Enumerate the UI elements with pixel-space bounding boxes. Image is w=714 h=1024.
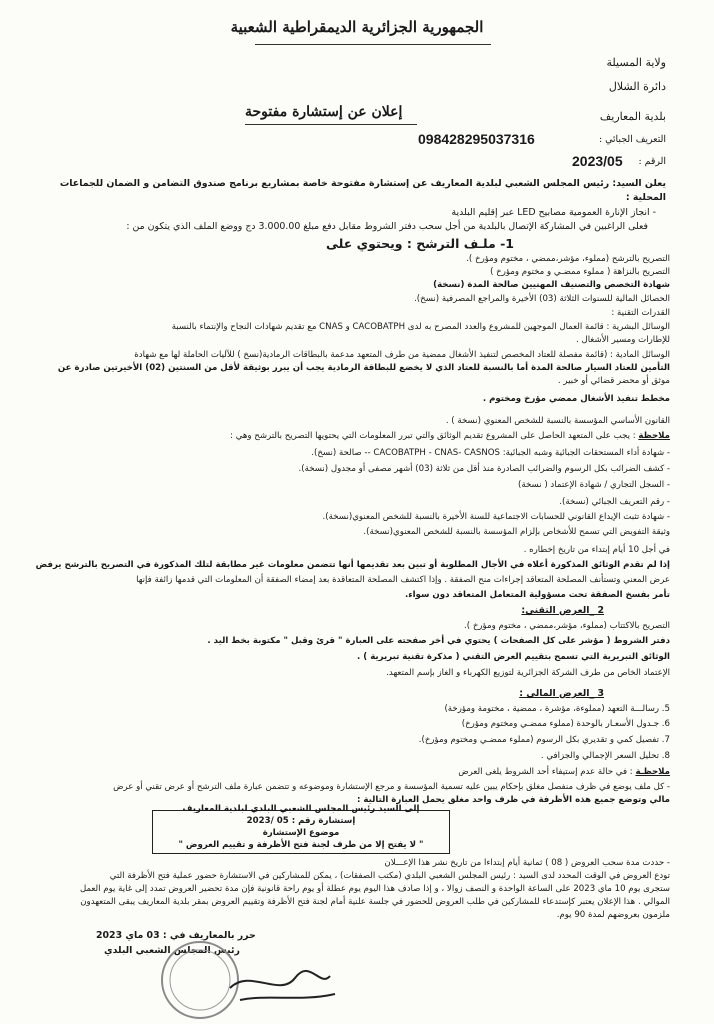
fiscal-id-label: التعريف الجبائي :: [598, 134, 666, 145]
reference-label: الرقم :: [638, 156, 666, 167]
technical-offer-item: الوثائق التبريرية التي تسمح بتقييم العرض التقني ( مذكرة تقنية تبريرية ) .: [357, 652, 670, 662]
material-resources-text-3: موثق أو محضر قضائي أو خبير .: [557, 376, 670, 386]
closing-text-4: ملزمون بعروضهم لمدة 90 يوم.: [556, 910, 670, 920]
financial-offer-item: [444, 704, 670, 715]
withdrawal-period: - حددت مدة سحب العروض ( 08 ) ثمانية أيام إبتداءا من تاريخ نشر هذا الإعـــلان: [384, 858, 670, 868]
heading-underline: [255, 44, 491, 45]
signature: [230, 971, 335, 1000]
required-doc: - شهادة أداء المستحقات الجبائية وشبه الجبائية: CACOBATPH - CNAS- CASNOS -- صالحة (نسخ).: [311, 448, 670, 458]
item-number: 8.: [661, 751, 670, 761]
document-title: إعلان عن إستشارة مفتوحة: [245, 104, 403, 120]
material-resources-text: الوسائل المادية : (قائمة مفصلة للعتاد المخصص لتنفيذ الأشغال ممضية من طرف المتعهد مدعمة بالبطاقات الرمادية(نسخ ) للآليات الحاملة لها مع شهادة: [134, 350, 670, 360]
section1-item: الحصائل المالية للسنوات الثلاثة (03) الأخيرة والمراجع المصرفية (نسخ).: [414, 294, 670, 304]
wilaya-label: ولاية المسيلة: [606, 56, 666, 69]
envelope-subject: موضوع الإستشارة: [262, 828, 340, 838]
technical-offer-item: دفتر الشروط ( مؤشر على كل الصفحات ) يحتوي في أخر صفحته على العبارة " قرئ وقبل " مكتوبة بخط اليد .: [207, 636, 670, 646]
daira-label: دائرة الشلال: [608, 80, 666, 93]
item-number: 7.: [661, 735, 670, 745]
financial-offer-item: [419, 735, 670, 746]
official-stamp-inner: [170, 950, 230, 1010]
human-resources-text: الوسائل البشرية : قائمة العمال الموجهين للمشروع والعدد المصرح به لدى CACOBATPH و CNAS مع تقديم شهادات النجاح والإنتماء بالنسبة: [171, 322, 670, 332]
envelope-instruction-1: - كل ملف يوضع في ظرف منفصل مغلق بإحكام يبين عليه تسمية المؤسسة و مرجع الإستشارة وموضوعه و تتضمن عبارة ملف الترشح أو عرض تقني أو عرض: [113, 782, 670, 792]
item-text: رسالـــة التعهد (مملوءة، مؤشرة ، ممضية ، مختومة ومؤرخة): [444, 704, 660, 714]
invitation-text: فعلى الراغبين في المشاركة الإتصال بالبلدية من أجل سحب دفتر الشروط مقابل دفع مبلغ 3.000.00 دج ووضع الملف الذي يتكون من :: [126, 221, 648, 232]
human-resources-text-2: للإطارات ومسير الأشغال .: [575, 335, 670, 345]
item-text: جـدول الأسعـار بالوحدة (مملوء ممضـي ومختوم ومؤرخ): [461, 719, 660, 729]
envelope-consultation-number: إستشارة رقم : 05 /2023: [246, 816, 356, 826]
financial-offer-item: [462, 719, 670, 730]
required-doc: - رقم التعريف الجبائي (نسخة).: [559, 497, 670, 507]
envelope-instruction-2: مالي وتوضع جميع هذه الأظرفة في ظرف واحد مغلق يحمل العبارة التالية :: [357, 795, 670, 805]
section1-item: القدرات التقنية :: [611, 308, 670, 318]
closing-text-3: الموالي . هذا الإعلان يعتبر كإستدعاء للمشاركين في طلب العروض للحضور في جلسة علنية أمام لجنة فتح الأظرفة وتقييم العروض بمقر بلدية المعاريف يبقى المتعهدون: [80, 897, 670, 907]
warning-text-3: تأمر بفسخ الصفقة تحت مسؤولية المتعامل المتعاقد دون سواء.: [404, 590, 670, 600]
technical-offer-item: الإعتماد الخاص من طرف الشركة الجزائرية لتوزيع الكهرباء و الغاز بإسم المتعهد.: [386, 668, 670, 678]
envelope-addressee: إلى السيد رئيس المجلس الشعبي البلدي لبلدية المعاريف: [182, 804, 420, 814]
material-resources-text-2: التأمين للعتاد السيار صالحة المدة أما بالنسبة للعتاد الذي لا يخضع للبطاقة الرمادية يجب أن يبرر بوثيقة لأقل من السنتين (02) الأخيرتين صادرة عن: [57, 363, 670, 373]
envelope-warning: " لا يفتح إلا من طرف لجنة فتح الأظرفة و تقييم العروض ": [178, 840, 424, 850]
fiscal-id-number: 09842829503731‎6: [418, 131, 535, 147]
project-name: - انجاز الإنارة العمومية مصابيح LED عبر إقليم البلدية: [451, 207, 656, 218]
work-plan-text: مخطط تنفيذ الأشغال ممضي مؤرخ ومختوم .: [482, 394, 670, 404]
warning-text-1: إذا لم تقدم الوثائق المذكورة أعلاه في الأجال المطلوبة أو تبين بعد تقديمها أنها تتضمن معلومات غير مطابقة لتلك المذكورة في التصريح بالترشح يرفض: [35, 560, 670, 570]
warning-text-2: عرض المعني وتستأنف المصلحة المتعاقد إجراءات منح الصفقة . وإذا اكتشف المصلحة المتعاقدة بعد إمضاء الصفقة أن المعلومات التي قدمها زائفة فإنها: [136, 575, 670, 585]
note-text: : في حالة عدم إستيفاء أحد الشروط يلغى العرض: [458, 767, 633, 777]
deadline-text: في أجل 10 أيام إبتداء من تاريخ إخطاره .: [523, 545, 670, 555]
note-label: ملاحظـة: [635, 767, 670, 777]
section1-heading: 1- ملـف الترشح : ويحتوي على: [326, 236, 514, 251]
signer-title: رئيس المجلس الشعبي البلدي: [104, 945, 240, 956]
item-number: 5.: [661, 704, 670, 714]
intro-line-2: المحلية :: [625, 192, 666, 203]
commune-label: بلدية المعاريف: [599, 110, 666, 123]
required-doc: - شهادة تثبت الإيداع القانوني للحسابات الاجتماعية للسنة الأخيرة بالنسبة للشخص المعنوي(نسخة).: [322, 512, 670, 522]
intro-line-1: يعلن السيد: رئيس المجلس الشعبي لبلدية المعاريف عن إستشارة مفتوحة خاصة بمشاريع برنامج صندوق التضامن و الضمان للجماعات: [59, 178, 666, 189]
title-underline: [245, 124, 417, 125]
section2-heading: 2 _العرض التقني:: [521, 605, 604, 616]
technical-offer-item: التصريح بالاكتتاب (مملوء، مؤشر،ممضي ، مختوم ومؤرخ ).: [464, 621, 670, 631]
section1-item: التصريح بالترشح (مملوء، مؤشر،ممضي ، مختوم ومؤرخ ).: [466, 254, 670, 264]
financial-offer-item: [541, 751, 670, 762]
section1-item: التصريح بالنزاهة ( مملوء ممضـي و مختوم ومؤرخ ): [490, 267, 670, 277]
republic-heading: الجمهورية الجزائرية الديمقراطية الشعبية: [230, 18, 484, 36]
closing-text-2: ستجرى يوم 10 ماي 2023 على الساعة الواحدة و النصف زوالا ، و إذا صادف هذا اليوم يوم عطلة أو يوم راحة قانونية فإن مدة تحضير العروض تمدد إلى غاية يوم العمل: [79, 884, 670, 894]
note-text: : يجب على المتعهد الحاصل على المشروع تقديم الوثائق والتي تبرر المعلومات التي يحتويها التصريح بالترشح وهي :: [230, 431, 636, 441]
required-doc: - كشف الضرائب بكل الرسوم والضرائب الصادرة منذ أقل من ثلاثة (03) أشهر مصفى أو مجدول (نسخة).: [298, 464, 670, 474]
required-doc: وثيقة التفويض التي تسمح للأشخاص بإلزام المؤسسة بالنسبة للشخص المعنوي(نسخة).: [363, 527, 670, 537]
item-text: تفصيل كمي و تقديري بكل الرسوم (مملوء ممضـي ومختوم ومؤرخ).: [418, 735, 660, 745]
financial-note-line: [458, 767, 670, 778]
section1-item: شهادة التخصص والتصنيف المهنيين صالحة المدة (نسخة): [433, 280, 670, 290]
statute-text: القانون الأساسي المؤسسة بالنسبة للشخص المعنوي (نسخة ) .: [445, 416, 670, 426]
reference-number: 2023/05: [572, 153, 623, 169]
official-stamp: [162, 942, 238, 1018]
closing-text-1: تودع العروض في الوقت المحدد لدى السيد : رئيس المجلس الشعبي البلدي (مكتب الصفقات) ، يمكن للمشاركين في الاستشارة حضور عملية فتح الأظرفة التي: [109, 871, 670, 881]
note-label: ملاحظة: [638, 431, 670, 441]
item-text: تحليل السعر الإجمالي والجزافي .: [540, 751, 660, 761]
stamp-and-signature: [80, 928, 380, 1024]
date-line: حرر بالمعاريف في : 03 ماي 2023: [96, 930, 256, 941]
section3-heading: 3 _العرض المالي :: [519, 688, 604, 699]
required-doc: - السجل التجاري / شهادة الإعتماد ( نسخة): [518, 480, 670, 490]
note-line: [230, 431, 670, 442]
item-number: 6.: [661, 719, 670, 729]
